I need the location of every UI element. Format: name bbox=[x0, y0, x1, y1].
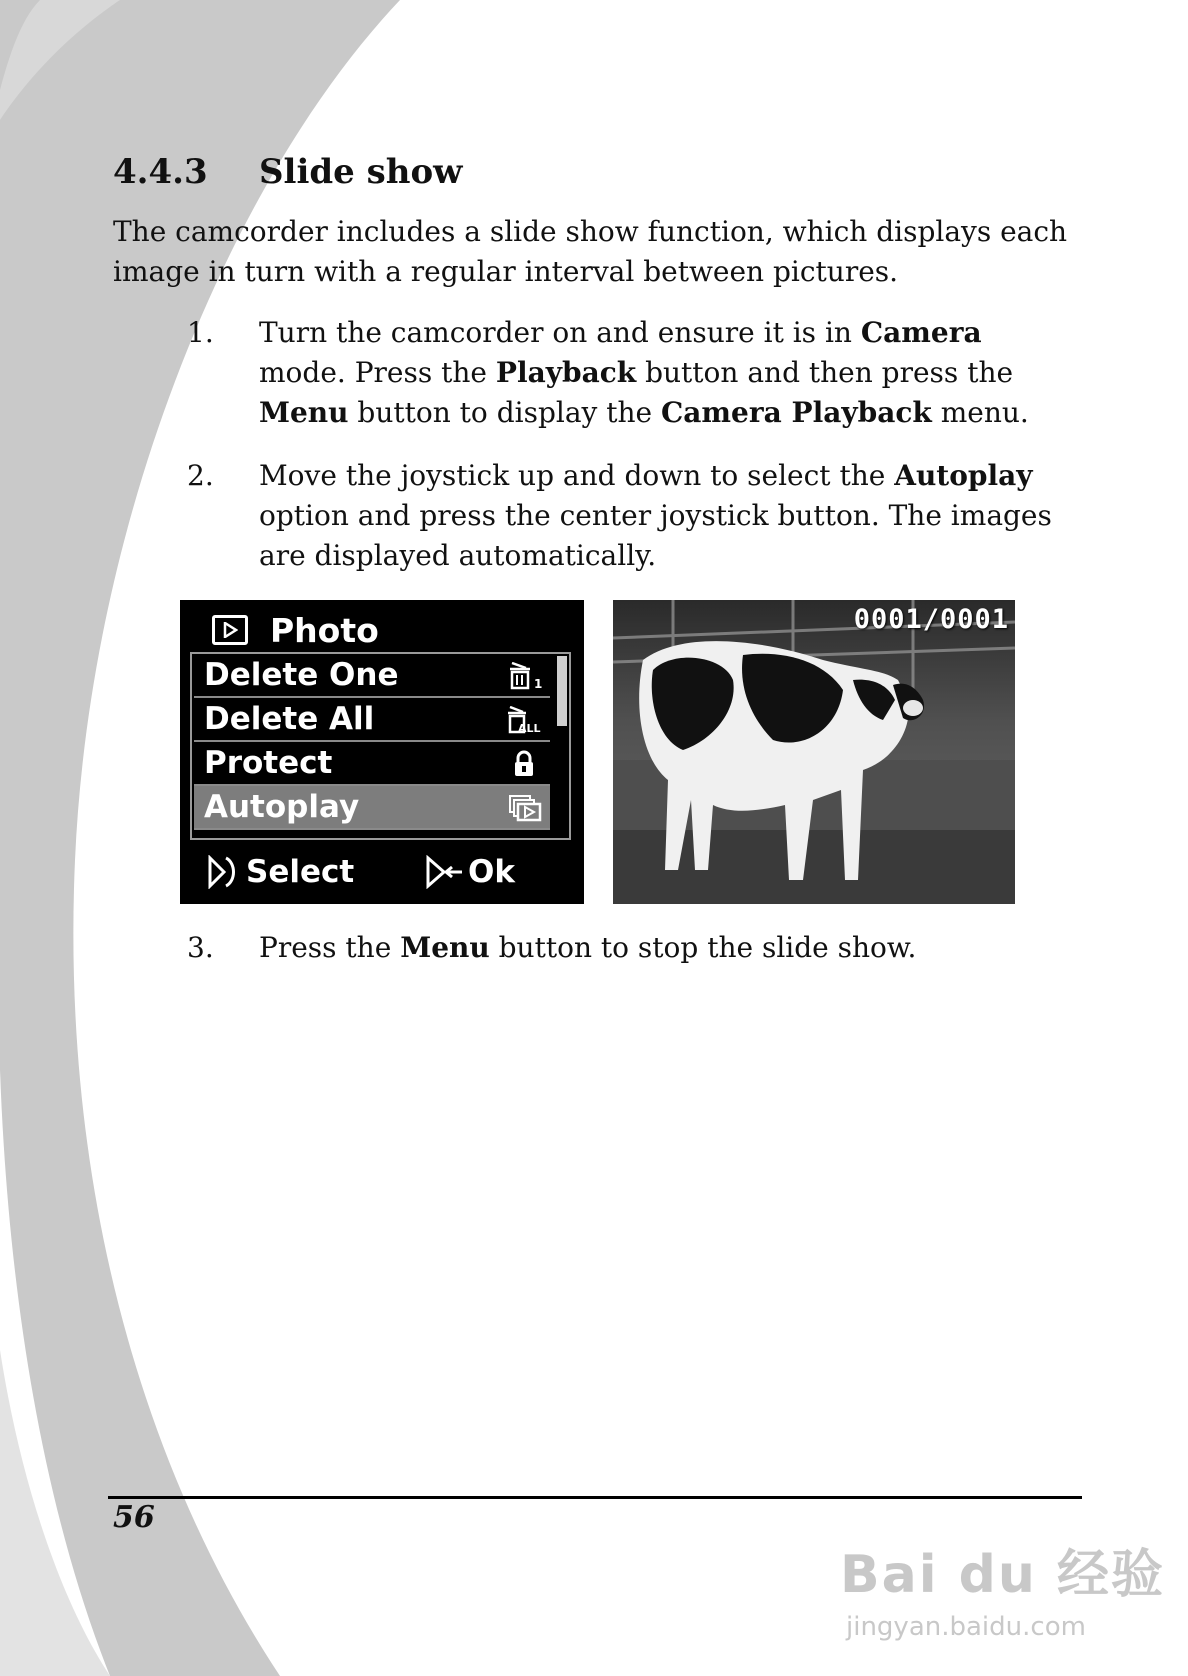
section-number: 4.4.3 bbox=[113, 152, 208, 192]
intro-paragraph: The camcorder includes a slide show function, which displays each image in turn with a regular interval between pictures. bbox=[113, 215, 1068, 288]
svg-text:ALL: ALL bbox=[518, 722, 541, 734]
footer-rule bbox=[108, 1496, 1082, 1499]
step-text: Turn the camcorder on and ensure it is in Camera mode. Press the Playback button and then press the Menu button to display the Camera Playback menu. bbox=[259, 316, 1029, 429]
step-3 bbox=[113, 928, 1073, 968]
menu-footer bbox=[206, 854, 515, 890]
menu-list bbox=[190, 652, 571, 840]
joystick-center-icon bbox=[424, 855, 468, 889]
step-text: Press the Menu button to stop the slide show. bbox=[259, 931, 917, 964]
footer-ok bbox=[424, 854, 515, 890]
trash-one-icon bbox=[506, 662, 544, 690]
footer-select-label: Select bbox=[246, 854, 355, 890]
footer-ok-label: Ok bbox=[468, 854, 515, 890]
svg-text:1: 1 bbox=[534, 677, 543, 690]
slideshow-icon bbox=[506, 794, 544, 822]
step-2 bbox=[113, 456, 1073, 576]
menu-item-autoplay: Autoplay bbox=[194, 786, 550, 830]
playback-photo-screenshot bbox=[613, 600, 1015, 904]
step-text: Move the joystick up and down to select the Autoplay option and press the center joystick button. The images are displayed automatically. bbox=[259, 459, 1052, 572]
menu-title bbox=[212, 608, 379, 652]
step-number: 3. bbox=[187, 931, 214, 964]
section-title: Slide show bbox=[259, 152, 463, 192]
photo-counter: 0001/0001 bbox=[853, 604, 1009, 635]
step-1 bbox=[113, 313, 1073, 433]
menu-scrollbar bbox=[557, 656, 567, 726]
watermark-url: jingyan.baidu.com bbox=[846, 1612, 1086, 1642]
menu-item-protect: Protect bbox=[194, 742, 550, 786]
menu-title-label: Photo bbox=[270, 610, 379, 650]
joystick-updown-icon bbox=[206, 855, 242, 889]
section-heading bbox=[113, 150, 462, 194]
cow-photo-image bbox=[613, 600, 1015, 904]
menu-item-delete-all: Delete All ALL bbox=[194, 698, 550, 742]
watermark-brand: Bai du 经验 bbox=[840, 1545, 1165, 1605]
lock-icon bbox=[506, 750, 544, 778]
playback-icon bbox=[212, 615, 248, 645]
page-number: 56 bbox=[113, 1500, 155, 1535]
camera-playback-menu-screenshot bbox=[180, 600, 584, 904]
trash-all-icon bbox=[506, 706, 544, 734]
step-number: 2. bbox=[187, 459, 214, 492]
step-number: 1. bbox=[187, 316, 214, 349]
menu-item-delete-one: Delete One 1 bbox=[194, 654, 550, 698]
